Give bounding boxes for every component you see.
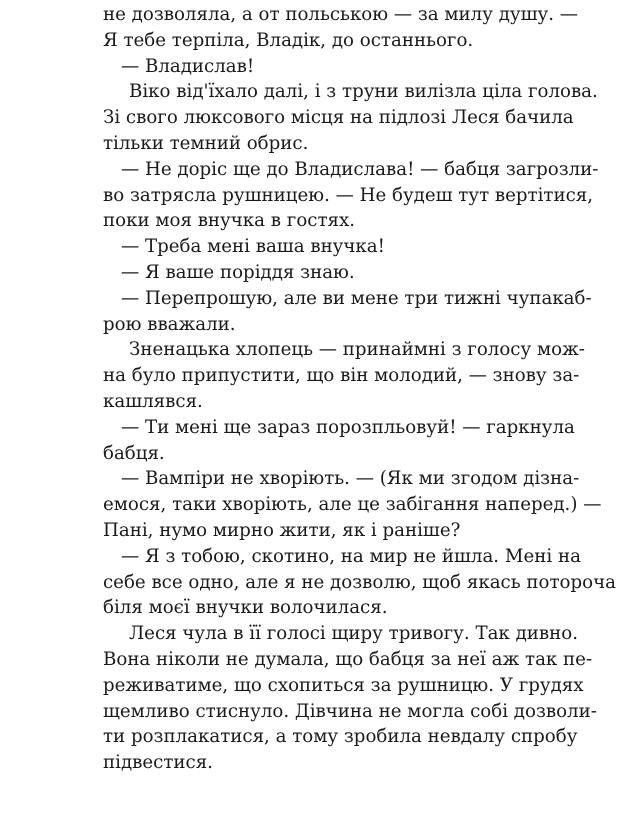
- text-line: бабця.: [103, 442, 165, 464]
- text-line: Я тебе терпіла, Владік, до останнього.: [103, 29, 474, 51]
- text-line: Леся чула в її голосі щиру тривогу. Так дивно.: [129, 623, 578, 645]
- text-line: щемливо стиснуло. Дівчина не могла собі дозволи-: [103, 700, 597, 722]
- text-line: — Ти мені ще зараз порозпльовуй! — гаркнула: [121, 416, 575, 438]
- text-line: ти розплакатися, а тому зробила невдалу спробу: [103, 726, 578, 748]
- text-line: на було припустити, що він молодий, — знову за-: [103, 365, 580, 387]
- text-line: — Я з тобою, скотино, на мир не йшла. Мені на: [121, 545, 581, 567]
- text-line: Віко від'їхало далі, і з труни вилізла ціла голова.: [129, 81, 598, 103]
- text-line: емося, таки хворіють, але це забігання наперед.) —: [103, 494, 602, 516]
- text-line: біля моєї внучки волочилася.: [103, 597, 388, 619]
- text-line: — Я ваше поріддя знаю.: [121, 261, 355, 283]
- text-line: Зі свого люксового місця на підлозі Леся бачила: [103, 107, 574, 129]
- text-line: не дозволяла, а от польською — за милу душу. —: [103, 4, 578, 25]
- book-page-text: [103, 2, 616, 776]
- text-line: — Не доріс ще до Владислава! — бабця загрозли-: [121, 158, 599, 180]
- text-line: — Треба мені ваша внучка!: [121, 236, 385, 258]
- text-line: тільки темний обрис.: [103, 132, 309, 154]
- text-line: во затрясла рушницею. — Не будеш тут вертітися,: [103, 184, 594, 206]
- text-line: кашлявся.: [103, 390, 203, 412]
- text-line: поки моя внучка в гостях.: [103, 210, 356, 232]
- text-line: — Перепрошую, але ви мене три тижні чупакаб-: [121, 287, 592, 309]
- text-line: Пані, нумо мирно жити, як і раніше?: [103, 519, 461, 541]
- text-line: рою вважали.: [103, 313, 236, 335]
- text-line: підвестися.: [103, 752, 213, 774]
- text-line: Зненацька хлопець — принаймні з голосу мож-: [129, 339, 585, 361]
- text-line: — Вампіри не хворіють. — (Як ми згодом дізна-: [121, 468, 580, 490]
- text-line: Вона ніколи не думала, що бабця за неї аж так пе-: [103, 648, 593, 670]
- text-line: реживатиме, що схопиться за рушницю. У грудях: [103, 674, 584, 696]
- text-line: себе все одно, але я не дозволю, щоб якась потороча: [103, 571, 616, 593]
- text-line: — Владислав!: [121, 55, 255, 77]
